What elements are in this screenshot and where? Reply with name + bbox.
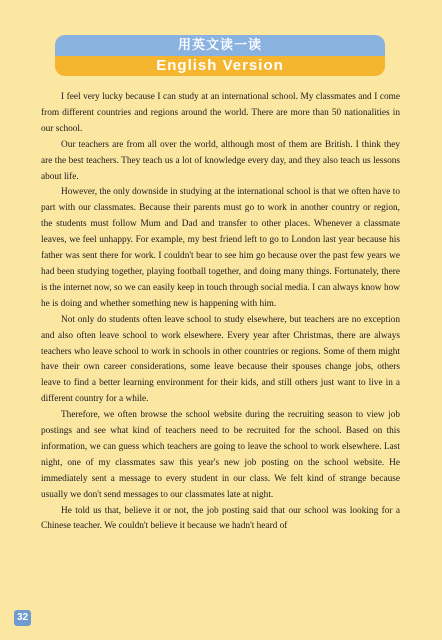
banner-title-chinese: 用英文读一读 — [55, 35, 385, 56]
page-number: 32 — [14, 610, 31, 626]
paragraph: Not only do students often leave school to study elsewhere, but teachers are no exception and also often leave school to work elsewhere. Every year after Christmas, there are always teachers who leave school to work in schools in other countries or regions. Some of them might have their own career considerations, some leave because their spouses change jobs, others leave to find a better learning environment for their kids, and still others just want to live in a different country for a while. — [41, 314, 400, 405]
paragraph: He told us that, believe it or not, the job posting said that our school was looking for a Chinese teacher. We couldn't believe it because we hadn't heard of — [41, 505, 400, 532]
section-banner — [55, 35, 385, 76]
paragraph: I feel very lucky because I can study at an international school. My classmates and I come from different countries and regions around the world. There are more than 50 nationalities in our school. — [41, 92, 400, 134]
paragraph: Our teachers are from all over the world, although most of them are British. I think they are the best teachers. They teach us a lot of knowledge every day, and they also teach us lessons about life. — [41, 139, 400, 182]
article-body — [41, 90, 400, 535]
paragraph: However, the only downside in studying at the international school is that we often have to part with our classmates. Because their parents must go to work in another country or region, the students must follow Mum and Dad and transfer to other places. Whenever a classmate leaves, we feel unhappy. For example, my best friend left to go to London last year because his father was sent there for work. I couldn't bear to see him go because over the past few years we had been studying together, playing football together, and doing many things. Fortunately, there is the internet now, so we can easily keep in touch through social media. I can always know how he is doing and whether something new is happening with him. — [41, 187, 400, 309]
paragraph: Therefore, we often browse the school website during the recruiting season to view job postings and see what kind of teachers need to be recruited for the school. Based on this information, we can guess which teachers are going to leave the school to work elsewhere. Last night, one of my classmates saw this year's new job posting on the school website. He immediately sent a message to every student in our class. We felt kind of strange because usually we don't send messages to our classmates late at night. — [41, 410, 400, 500]
banner-title-english: English Version — [55, 56, 385, 76]
